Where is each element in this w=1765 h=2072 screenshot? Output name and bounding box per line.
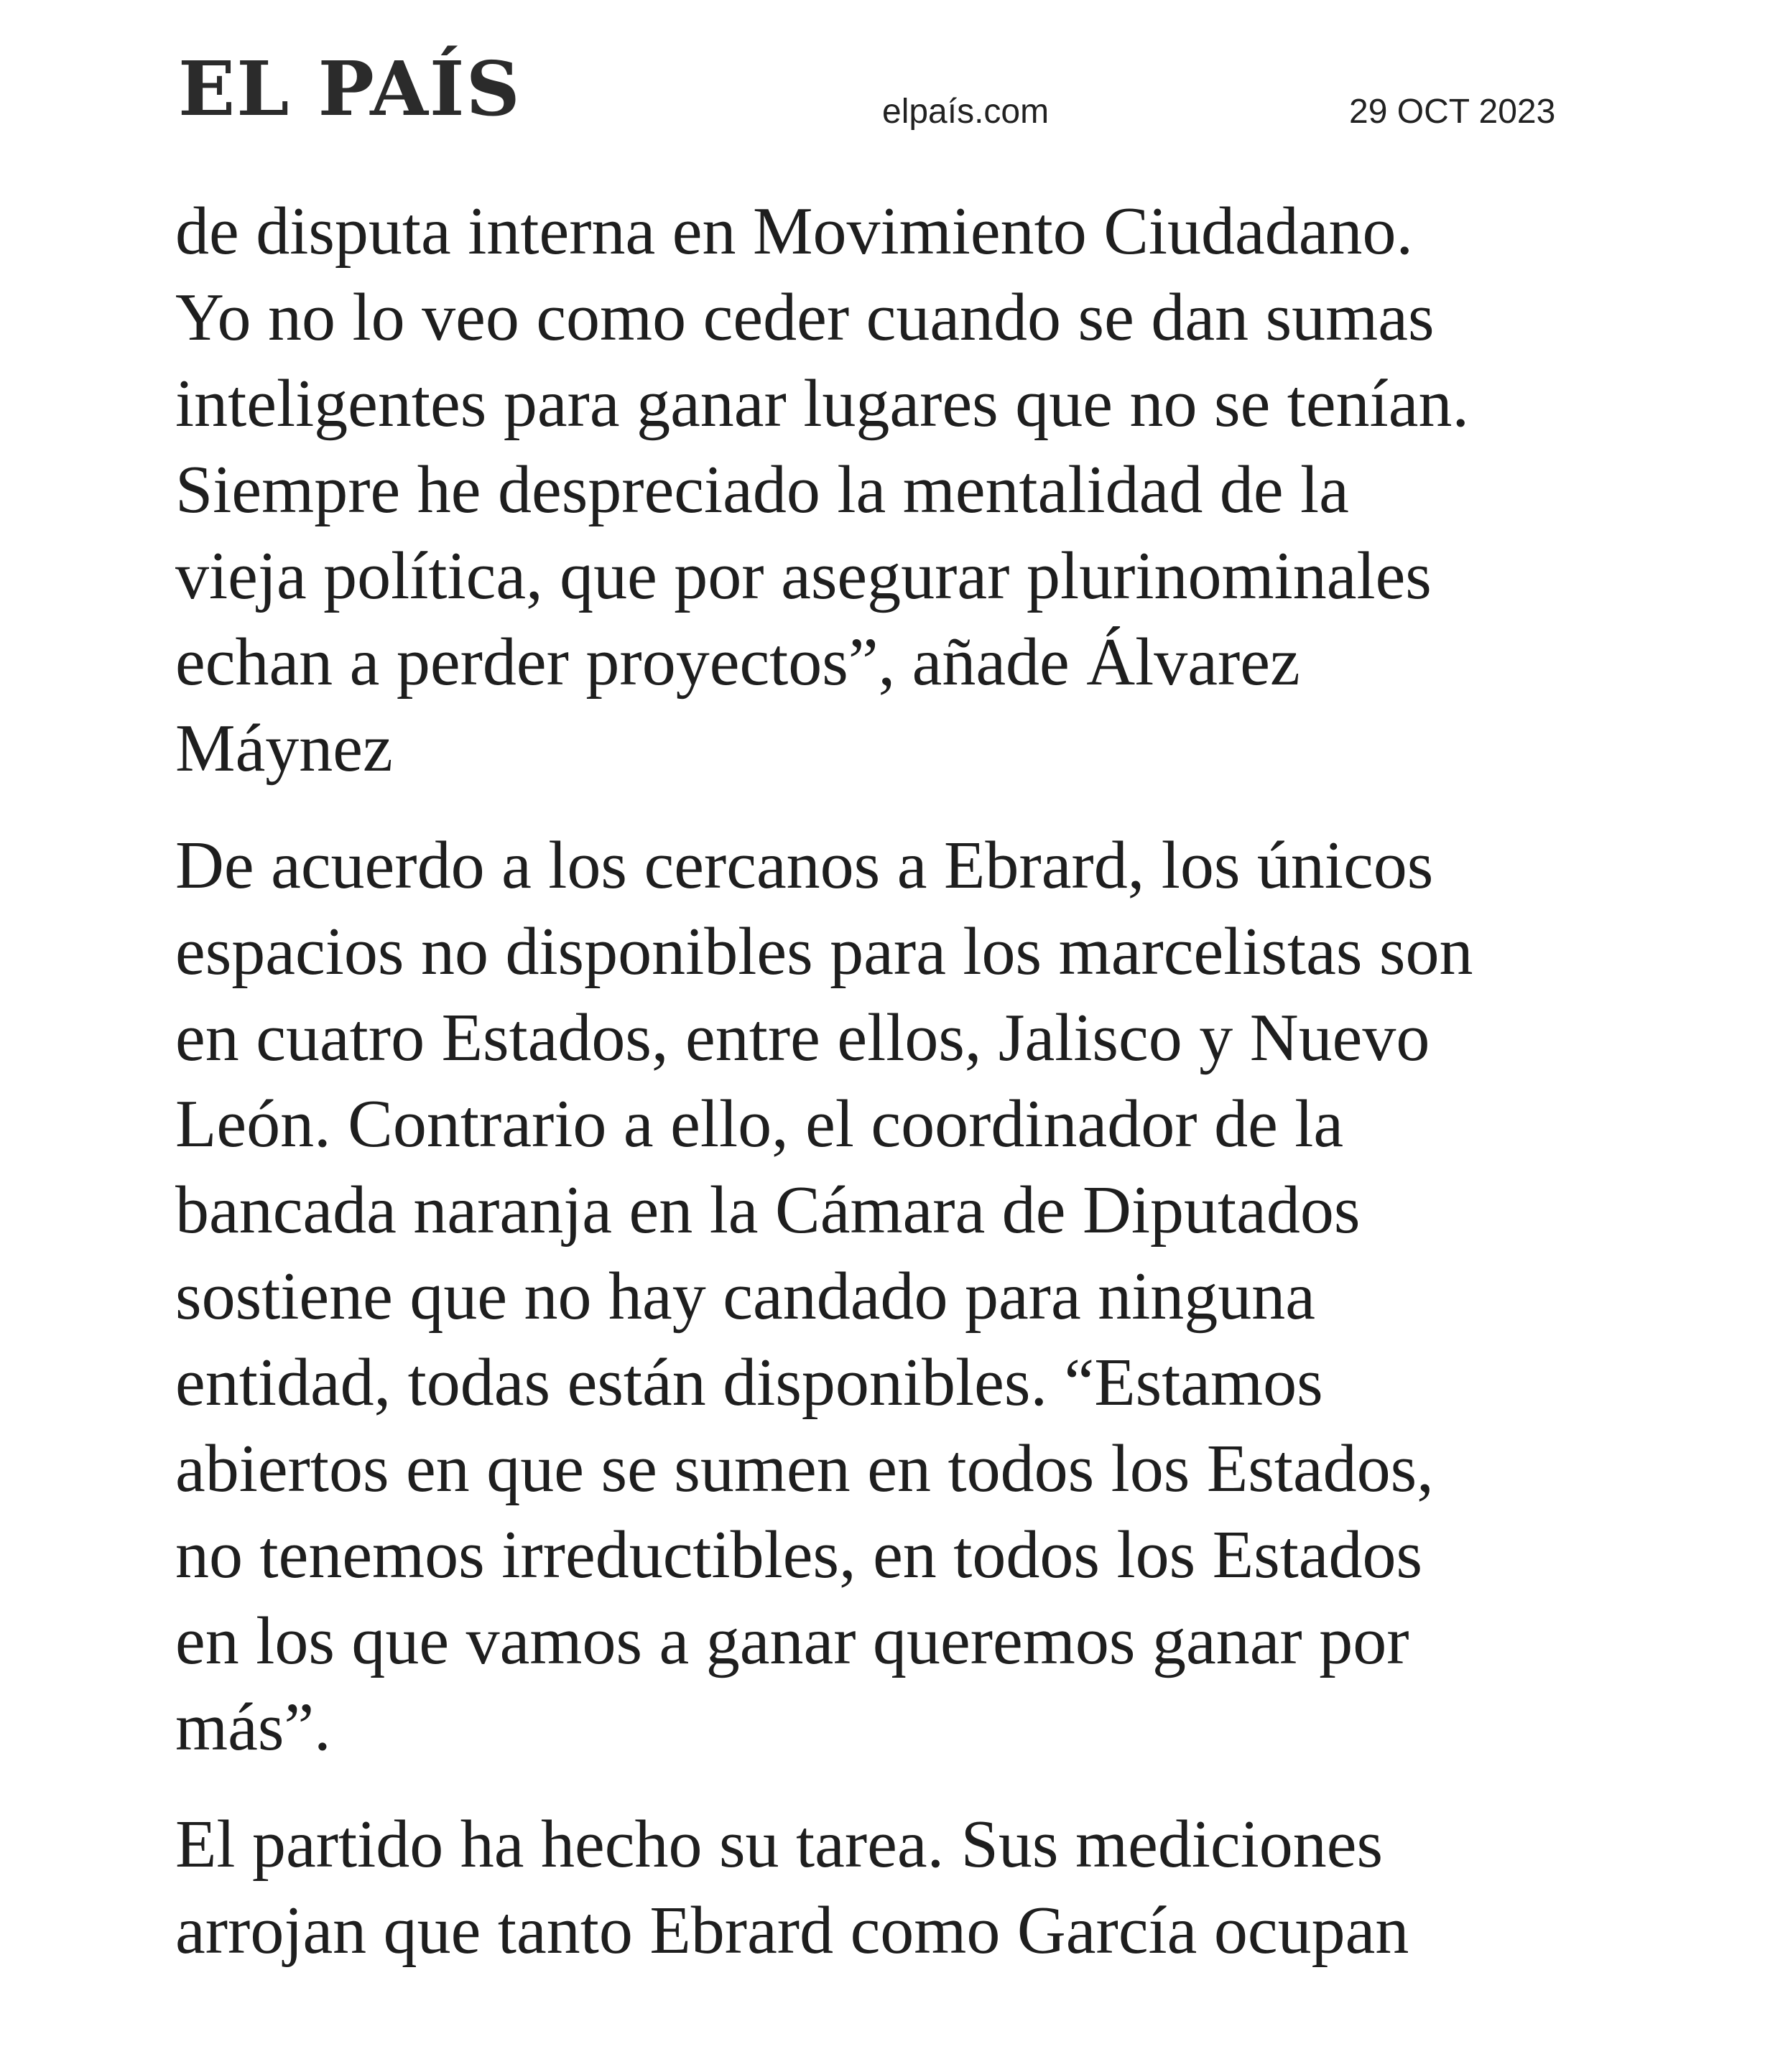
paragraph-line: sostiene que no hay candado para ninguna xyxy=(175,1259,1316,1334)
paragraph-line: De acuerdo a los cercanos a Ebrard, los únicos xyxy=(175,828,1434,903)
publication-date: 29 OCT 2023 xyxy=(1349,93,1556,131)
article-paragraph xyxy=(175,188,1612,791)
paragraph-line: espacios no disponibles para los marcelistas son xyxy=(175,914,1473,989)
newspaper-logo: EL PAÍS xyxy=(178,45,522,133)
paragraph-line: de disputa interna en Movimiento Ciudadano. xyxy=(175,194,1413,269)
site-url: elpaís.com xyxy=(882,93,1050,131)
paragraph-line: echan a perder proyectos”, añade Álvarez xyxy=(175,625,1300,700)
article-body xyxy=(175,188,1612,1974)
paragraph-line: más”. xyxy=(175,1690,331,1765)
paragraph-line: entidad, todas están disponibles. “Estamos xyxy=(175,1345,1323,1420)
paragraph-line: arrojan que tanto Ebrard como García ocupan xyxy=(175,1893,1409,1968)
paragraph-line: Máynez xyxy=(175,711,393,786)
paragraph-line: El partido ha hecho su tarea. Sus mediciones xyxy=(175,1807,1384,1882)
paragraph-line: León. Contrario a ello, el coordinador de la xyxy=(175,1087,1344,1161)
paragraph-line: abiertos en que se sumen en todos los Estados, xyxy=(175,1431,1434,1506)
paragraph-line: no tenemos irreductibles, en todos los Estados xyxy=(175,1518,1423,1592)
paragraph-line: inteligentes para ganar lugares que no se tenían. xyxy=(175,366,1469,441)
article-paragraph xyxy=(175,1801,1612,1974)
paragraph-line: vieja política, que por asegurar plurinominales xyxy=(175,539,1432,613)
paragraph-line: Yo no lo veo como ceder cuando se dan sumas xyxy=(175,280,1435,355)
paragraph-line: en los que vamos a ganar queremos ganar por xyxy=(175,1604,1409,1678)
paragraph-line: bancada naranja en la Cámara de Diputados xyxy=(175,1173,1361,1248)
article-paragraph xyxy=(175,822,1612,1770)
paragraph-line: Siempre he despreciado la mentalidad de la xyxy=(175,452,1349,527)
paragraph-line: en cuatro Estados, entre ellos, Jalisco y Nuevo xyxy=(175,1000,1430,1075)
